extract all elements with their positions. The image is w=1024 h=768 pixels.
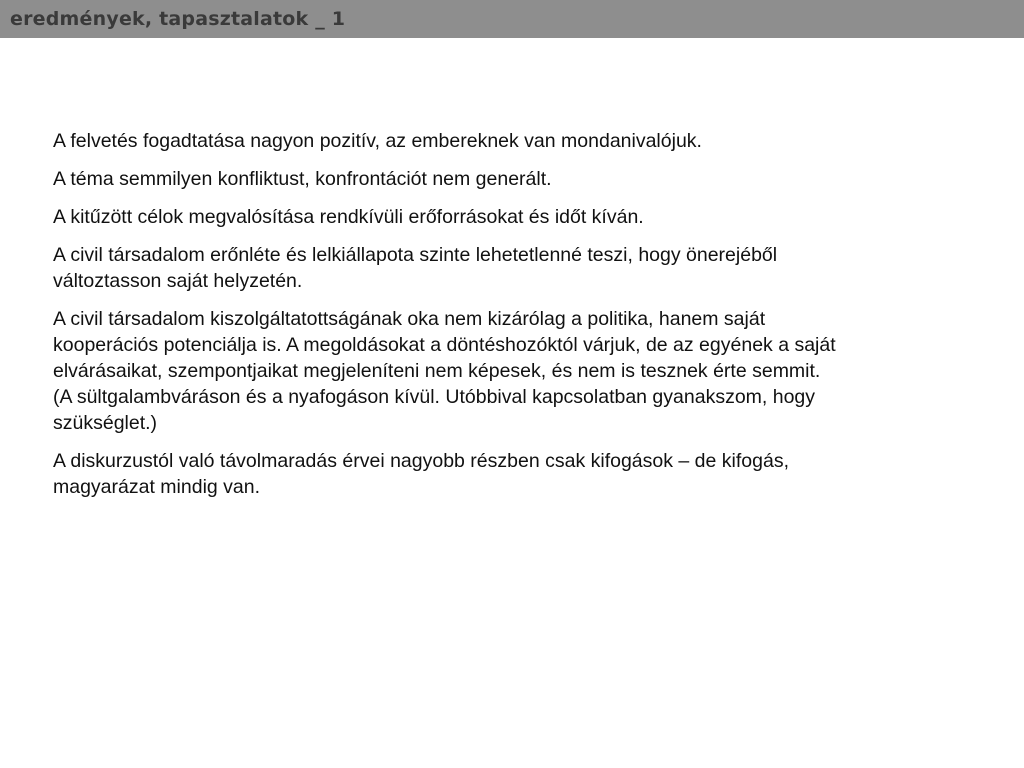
- paragraph-line: A téma semmilyen konfliktust, konfrontációt nem generált.: [53, 168, 552, 190]
- paragraph-3: [53, 204, 983, 230]
- paragraph-line: magyarázat mindig van.: [53, 476, 261, 498]
- paragraph-line: A felvetés fogadtatása nagyon pozitív, az embereknek van mondanivalójuk.: [53, 130, 702, 152]
- paragraph-line: (A sültgalambváráson és a nyafogáson kívül. Utóbbival kapcsolatban gyanakszom, hogy: [53, 386, 816, 408]
- slide-title: eredmények, tapasztalatok _ 1: [10, 8, 346, 30]
- paragraph-line: A civil társadalom kiszolgáltatottságának oka nem kizárólag a politika, hanem saját: [53, 308, 766, 330]
- paragraph-line: változtasson saját helyzetén.: [53, 270, 303, 292]
- paragraph-2: [53, 166, 983, 192]
- paragraph-line: A diskurzustól való távolmaradás érvei nagyobb részben csak kifogások – de kifogás,: [53, 450, 789, 472]
- paragraph-line: A civil társadalom erőnléte és lelkiállapota szinte lehetetlenné teszi, hogy önerejéből: [53, 244, 778, 266]
- paragraph-4: [53, 242, 983, 294]
- paragraph-1: [53, 128, 983, 154]
- paragraph-5: [53, 306, 983, 436]
- paragraph-line: A kitűzött célok megvalósítása rendkívüli erőforrásokat és időt kíván.: [53, 206, 644, 228]
- paragraph-6: [53, 448, 983, 500]
- paragraph-line: kooperációs potenciálja is. A megoldásokat a döntéshozóktól várjuk, de az egyének a saját: [53, 334, 836, 356]
- title-bar: [0, 0, 1024, 38]
- paragraph-line: szükséglet.): [53, 412, 158, 434]
- slide-content: [53, 128, 983, 512]
- paragraph-line: elvárásaikat, szempontjaikat megjeleníteni nem képesek, és nem is tesznek érte semmit.: [53, 360, 821, 382]
